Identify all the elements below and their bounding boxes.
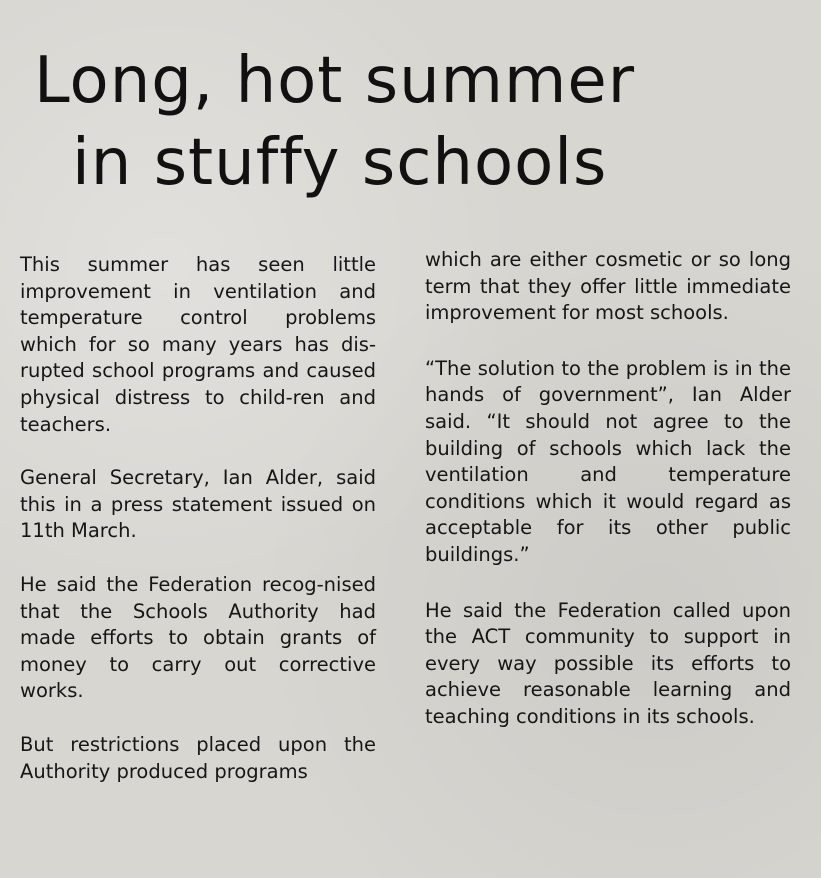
headline bbox=[34, 40, 794, 204]
left-column bbox=[20, 252, 376, 812]
paragraph: General Secretary, Ian Alder, said this in a press statement issued on 11th March. bbox=[20, 466, 376, 543]
paragraph: He said the Federation called upon the ACT community to support in every way possible its efforts to achieve reasonable learning and teaching conditions in its schools. bbox=[425, 598, 791, 728]
paragraph: “The solution to the problem is in the hands of government”, Ian Alder said. “It should not agree to the building of schools which lack the ventilation and temperature conditions which it would regard as acceptable for its other public buildings.” bbox=[425, 356, 791, 566]
headline-line-2: in stuffy schools bbox=[72, 126, 608, 200]
right-column bbox=[425, 247, 791, 760]
headline-line-1: Long, hot summer bbox=[34, 44, 635, 118]
paragraph: which are either cosmetic or so long term that they offer little immediate improvement for most schools. bbox=[425, 248, 791, 325]
paragraph: But restrictions placed upon the Authority produced programs bbox=[20, 732, 376, 783]
paragraph: This summer has seen little improvement in ventilation and temperature control problems which for so many years has dis-rupted school programs and caused physical distress to child-ren and teachers. bbox=[20, 253, 376, 436]
paragraph: He said the Federation recog-nised that the Schools Authority had made efforts to obtain grants of money to carry out corrective works. bbox=[20, 572, 376, 703]
